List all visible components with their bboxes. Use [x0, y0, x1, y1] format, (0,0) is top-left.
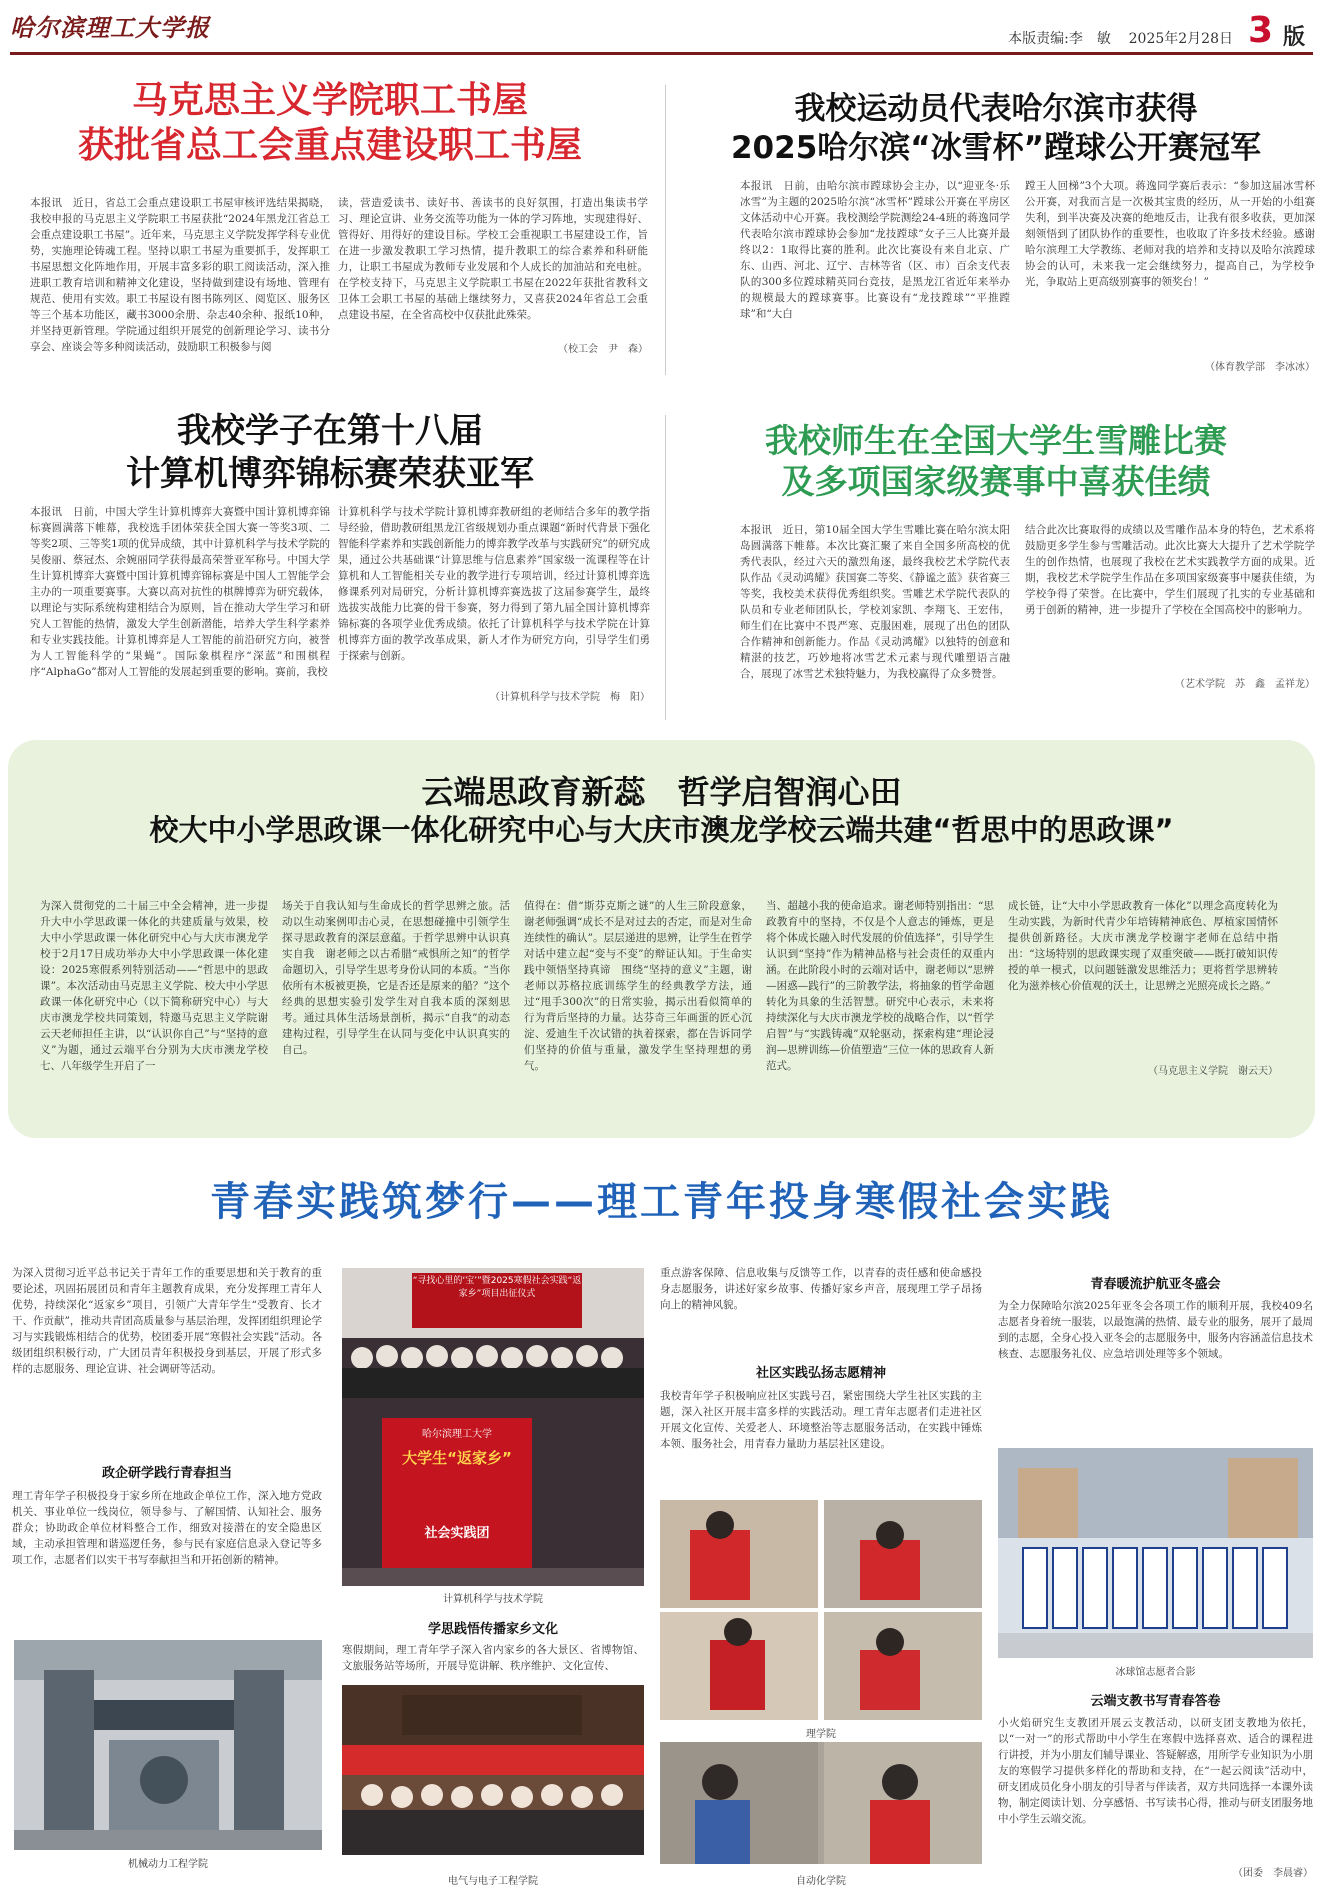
caption-machinery: 机械动力工程学院	[128, 1859, 208, 1870]
article1-col1: 本报讯 近日，省总工会重点建设职工书屋审核评选结果揭晓，我校申报的马克思主义学院职工书屋获批“2024年黑龙江省总工会重点建设职工书屋”。近年来，马克思主义学院发挥学科专业优势，实施理论铸魂工程。坚持以职工书屋为重要抓手，发挥职工书屋思想文化阵地作用，开展丰富多彩的职工阅读活动，深入推进职工教育培训和精神文化建设，坚持做到建设有场地、管理有规范、使用有实效。职工书屋设有图书陈列区、阅览区、服务区等三个基本功能区，藏书3000余册、杂志40余种、报纸10种，并坚持更新管理。学院通过组织开展党的创新理论学习、读书分享会、座谈会等多种阅读活动，鼓励职工积极参与阅	[30, 197, 330, 353]
divider-mid	[665, 415, 666, 720]
caption-science: 理学院	[806, 1729, 836, 1740]
machinery-photo-svg	[14, 1640, 322, 1850]
page-number: 3	[1247, 10, 1273, 51]
article4-col2: 结合此次比赛取得的成绩以及雪雕作品本身的特色，艺术系将鼓励更多学生参与雪雕活动。此次比赛大大提升了艺术学院学生的创作热情，也展现了我校在艺术实践教学方面的成果。近期，我校艺术学院学生作品在多项国家级赛事中屡获佳绩，为学校争得了荣誉。在比赛中，学生们展现了扎实的专业基础和勇于创新的精神，进一步提升了学校在全国高校中的影响力。	[1025, 524, 1315, 616]
article1-title	[10, 78, 650, 168]
caption-cs: 计算机科学与技术学院	[443, 1594, 543, 1605]
caption-ee: 电气与电子工程学院	[448, 1876, 538, 1887]
article1-title-line2: 获批省总工会重点建设职工书屋	[77, 124, 582, 166]
practice-banner: 青春实践筑梦行——理工青年投身寒假社会实践	[210, 1179, 1113, 1225]
article4-byline: （艺术学院 苏 鑫 孟祥龙）	[1175, 679, 1315, 690]
practice-sub5: 云端支教书写青春答卷	[1090, 1694, 1221, 1709]
group-banner-main: 大学生“返家乡”	[402, 1449, 512, 1467]
practice-sub3: 社区实践弘扬志愿精神	[755, 1366, 886, 1381]
practice-sub2: 学思践悟传播家乡文化	[427, 1622, 558, 1637]
photo-elderly	[660, 1742, 982, 1864]
article3-title-line2: 计算机博弈锦标赛荣获亚军	[126, 453, 534, 494]
museum-photo-svg	[342, 1685, 644, 1855]
article3-title	[10, 410, 650, 495]
article3-col1: 本报讯 日前，中国大学生计算机博弈大赛暨中国计算机博弈锦标赛圆满落下帷幕，我校选手团体荣获全国大赛一等奖3项、二等奖2项、三等奖1项的优异成绩，其中计算机科学与技术学院的吴俊丽、蔡冠杰、余婉丽同学获得最高荣誉亚军称号。中国大学生计算机博弈大赛暨中国计算机博弈锦标赛是中国人工智能学会主办的一项重要赛事。大赛以高对抗性的棋牌博弈为研究载体，以理论与实际系统构建相结合为原则，旨在推动大学生学习和研究人工智能的热情，激发大学生创新潜能，培养大学生科学素养和专业实践技能。计算机博弈是人工智能的前沿研究方向，被誉为人工智能科学的“果蝇”。国际象棋程序“深蓝”和围棋程序“AlphaGo”都对人工智能的发展起到重要的影响。赛前，我校	[30, 506, 330, 678]
article2-col1: 本报讯 日前，由哈尔滨市蹚球协会主办，以“迎亚冬·乐冰雪”为主题的2025哈尔滨“冰雪杯”蹚球公开赛在平房区文体活动中心开赛。我校测绘学院测绘24-4班的蒋逸同学代表哈尔滨市蹚球协会参加“龙技蹚球”女子三人比赛并最终以2：1取得比赛的胜利。此次比赛设有来自北京、广东、山西、河北、辽宁、吉林等省（区、市）百余支代表队的300多位蹚球精英同台竞技，是黑龙江省近年来举办的规模最大的蹚球赛事。比赛设有“龙技蹚球”“平推蹚球”和“大白	[740, 180, 1010, 320]
photo-community-grid	[660, 1500, 982, 1720]
group-banner-heading: “寻找心里的‘宝’”暨2025寒假社会实践“返家乡”项目出征仪式	[412, 1276, 582, 1299]
volunteers-photo-svg	[998, 1448, 1313, 1658]
article2-byline: （体育教学部 李冰冰）	[1205, 362, 1315, 373]
article2-title-line1: 我校运动员代表哈尔滨市获得	[794, 91, 1198, 127]
practice-byline: （团委 李晨睿）	[1233, 1868, 1313, 1879]
practice-sub1-text: 理工青年学子积极投身于家乡所在地政企单位工作，深入地方党政机关、事业单位一线岗位，领导参与、了解国情、认知社会、服务群众；协助政企单位材料整合工作，细致对接潜在的安全隐患区域，主动承担管理和谐巡逻任务，参与民有家庭信息录入登记等多项工作，志愿者们以实干书写奉献担当和开拓创新的精神。	[12, 1490, 322, 1566]
feature-byline: （马克思主义学院 谢云天）	[1148, 1066, 1278, 1077]
feature-title	[20, 772, 1303, 848]
article4-title-line2: 及多项国家级赛事中喜获佳绩	[781, 462, 1211, 502]
editor: 本版责编:李 敏	[1008, 31, 1111, 47]
feature-col4: 当、超越小我的使命追求。谢老师特别指出：“思政教育中的坚持，不仅是个人意志的锤炼，更是将个体成长融入时代发展的价值选择”，引导学生认识到“坚持”作为精神品格与社会责任的双重内涵。在此阶段小时的云端对话中，谢老师以“思辨—困惑—践行”的三阶教学法，将抽象的哲学命题转化为具象的生活智慧。研究中心表示，未来将持续深化与大庆市澳龙学校的战略合作，以“哲学启智”与“实践铸魂”双轮驱动，探索构建“理论浸润—思辨训练—价值塑造”三位一体的思政育人新范式。	[766, 900, 994, 1072]
top-rule	[10, 52, 1313, 55]
practice-sub3-text: 我校青年学子积极响应社区实践号召，紧密围绕大学生社区实践的主题，深入社区开展丰富多样的实践活动。理工青年志愿者们走进社区开展文化宣传、关爱老人、环境整治等志愿服务活动，在实践中锤炼本领、服务社会，用青春力量助力基层社区建设。	[660, 1390, 982, 1450]
photo-machinery	[14, 1640, 322, 1850]
feature-col1: 为深入贯彻党的二十届三中全会精神，进一步提升大中小学思政课一体化的共建质量与效果，校大中小学思政课一体化研究中心与大庆市澳龙学校于2月17日成功举办大中小学思政课一体化建设：2025寒假系列特别活动——“哲思中的思政课”。本次活动由马克思主义学院、校大中小学思政课一体化研究中心（以下简称研究中心）与大庆市澳龙学校共同策划，特邀马克思主义学院谢云天老师担任主讲，以“认识你自己”与“坚持的意义”为题，通过云端平台分别为大庆市澳龙学校七、八年级学生开启了一	[40, 900, 268, 1072]
practice-sub4: 青春暖流护航亚冬盛会	[1090, 1277, 1221, 1292]
community-grid-svg	[660, 1500, 982, 1720]
editor-date	[1008, 28, 1233, 48]
practice-col2-top: 重点游客保障、信息收集与反馈等工作，以青春的责任感和使命感投身志愿服务，讲述好家乡故事、传播好家乡声音，展现理工学子昂扬向上的精神风貌。	[660, 1267, 982, 1311]
date: 2025年2月28日	[1128, 31, 1233, 47]
photo-museum	[342, 1685, 644, 1855]
elderly-photo-svg	[660, 1742, 982, 1864]
divider-top	[665, 85, 666, 375]
group-banner-team: 社会实践团	[424, 1526, 490, 1541]
feature-title-line2: 校大中小学思政课一体化研究中心与大庆市澳龙学校云端共建“哲思中的思政课”	[149, 813, 1174, 847]
practice-sub4-text: 为全力保障哈尔滨2025年亚冬会各项工作的顺利开展，我校409名志愿者身着统一服装，以最饱满的热情、最专业的服务，展开了最周到的志愿，全身心投入亚冬会的志愿服务中，服务内容涵盖信息技术核查、志愿服务礼仪、应急培训处理等多个领域。	[998, 1300, 1313, 1360]
group-banner-school: 哈尔滨理工大学	[422, 1429, 492, 1440]
article1-col2: 读，营造爱读书、读好书、善读书的良好氛围，打造出集读书学习、理论宣讲、业务交流等功能为一体的学习阵地，实现建得好、管得好、用得好的建设目标。学校工会重视职工书屋建设工作，旨在进一步激发教职工学习热情，提升教职工的综合素养和科研能力，让职工书屋成为教师专业发展和个人成长的加油站和充电桩。在学校支持下，马克思主义学院职工书屋在2022年获批省教科文卫体工会职工书屋的基础上继续努力，又喜获2024年省总工会重点建设书屋，在全省高校中仅获批此殊荣。	[338, 197, 648, 321]
article3-byline: （计算机科学与技术学院 梅 阳）	[490, 692, 650, 703]
article3-col2: 计算机科学与技术学院计算机博弈教研组的老师结合多年的教学指导经验，借助教研组黑龙江省级规划办重点课题“新时代背景下强化智能科学素养和实践创新能力的博弈教学改革与实践研究”的研究成果，通过公共基础课“计算思维与信息素养”国家级一流课程等在计算机和人工智能相关专业的教学进行专项培训，经过计算机博弈选修课系列对局研究，分析计算机博弈赛选拔了这届参赛学生，最终选拔实战能力比赛的骨干参赛，努力得到了第九届全国计算机博弈锦标赛的各项学业优秀成绩。依托了计算机科学与技术学院在计算机博弈方面的教学改革成果，新人才作为研究方向，引导学生们勇于探索与创新。	[338, 506, 650, 662]
feature-col2: 场关于自我认知与生命成长的哲学思辨之旅。活动以生动案例叩击心灵，在思想碰撞中引领学生探寻思政教育的深层意蕴。于哲学思辨中认识真实自我 谢老师之以古希腊“戒惧所之知”的哲学命题切入，引导学生思考身份认同的本质。“当你依所有木板被更换，它是否还是原来的船？”这个经典的思想实验引发学生对自我本质的深刻思考。通过具体生活场景剖析，揭示“自我”的动态建构过程，引导学生在认同与变化中认识真实的自己。	[282, 900, 510, 1056]
photo-volunteers	[998, 1448, 1313, 1658]
article4-title-line1: 我校师生在全国大学生雪雕比赛	[765, 421, 1227, 460]
article2-col2: 蹚王人回梯”3个大项。蒋逸同学赛后表示：“参加这届冰雪杯公开赛，对我而言是一次极其宝贵的经历，从一开始的小组赛失利，到半决赛及决赛的绝地反击，让我有很多收获，更加深刻领悟到了团队协作的重要性，也收取了许多技术经验。感谢哈尔滨理工大学教练、老师对我的培养和支持以及哈尔滨蹚球协会的认可，未来我一定会继续努力，提高自己，为学校争光，争取站上更高级别赛事的领奖台！”	[1025, 180, 1315, 288]
caption-automation: 自动化学院	[796, 1876, 846, 1887]
feature-title-line1: 云端思政育新蕊 哲学启智润心田	[421, 773, 902, 811]
article2-title	[680, 90, 1312, 168]
feature-col3: 值得在：借“斯芬克斯之谜”的人生三阶段意象，谢老师强调“成长不是对过去的否定，而是对生命连续性的确认”。层层递进的思辨，让学生在哲学对话中建立起“变与不变”的辩证认知。于生命实践中领悟坚持真谛 围绕“坚持的意义”主题，谢老师以苏格拉底训练学生的经典教学方法，通过“甩手300次”的日常实验，揭示出看似简单的行为背后坚持的力量。达芬奇三年画蛋的匠心沉淀、爱迪生千次试错的执着探索，都在告诉同学们坚持的价值与重量，激发学生坚持理想的勇气。	[524, 900, 752, 1072]
practice-sub5-text: 小火焰研究生支教团开展云支教活动，以研支团支教地为依托，以“一对一”的形式帮助中小学生在寒假中选择喜欢、适合的课程进行讲授，并为小朋友们辅导课业、答疑解惑，用所学专业知识为小朋友的寒假学习提供多样化的帮助和支持，在“一起云阅读”活动中，研支团成员化身小朋友的引导者与伴读者，双方共同选择一本课外读物，制定阅读计划、分享感悟、书写读书心得，推动与研支团服务地中小学生云端交流。	[998, 1717, 1313, 1825]
practice-sub1: 政企研学践行青春担当	[101, 1466, 232, 1481]
practice-sub2-text: 寒假期间，理工青年学子深入省内家乡的各大景区、省博物馆、文旅服务站等场所，开展导览讲解、秩序维护、文化宣传、	[342, 1644, 644, 1672]
article1-byline: （校工会 尹 森）	[558, 344, 648, 355]
article4-title	[680, 420, 1312, 503]
article3-title-line1: 我校学子在第十八届	[177, 411, 483, 451]
page-unit: 版	[1282, 24, 1305, 50]
masthead: 哈尔滨理工大学报	[10, 13, 210, 42]
article4-col1: 本报讯 近日，第10届全国大学生雪雕比赛在哈尔滨太阳岛圆满落下帷幕。本次比赛汇聚了来自全国多所高校的优秀代表队，经过六天的激烈角逐，最终我校艺术学院代表队作品《灵动鸿耀》获国赛二等奖、《静谧之蓝》获省赛三等奖，我校美术获得优秀组织奖。雪雕艺术学院代表队的队员和专业老师团队长，学校刘家凯、李翔飞、王宏伟，师生们在比赛中不畏严寒、克服困难，展现了出色的团队合作精神和创新能力。作品《灵动鸿耀》以独特的创意和精湛的技艺，巧妙地将冰雪艺术元素与现代雕塑语言融合，展现了冰雪艺术独特魅力，为我校赢得了众多赞誉。	[740, 524, 1010, 680]
article1-title-line1: 马克思主义学院职工书屋	[131, 79, 528, 121]
feature-col5: 成长链，让“大中小学思政教育一体化”以理念高度转化为生动实践，为新时代青少年培铸精神底色、厚植家国情怀提供创新路径。大庆市澳龙学校谢宇老师在总结中指出：“这场特别的思政课实现了双重突破——既打破知识传授的单一模式，以问题链激发思维活力；更将哲学思辨转化为滋养核心价值观的沃土，让思辨之光照亮成长之路。”	[1008, 900, 1278, 992]
article2-title-line2: 2025哈尔滨“冰雪杯”蹚球公开赛冠军	[730, 129, 1262, 166]
practice-intro: 为深入贯彻习近平总书记关于青年工作的重要思想和关于教育的重要论述，巩固拓展团员和青年主题教育成果，充分发挥理工青年人优势，持续深化“返家乡”项目，引领广大青年学生“受教育、长才干、作贡献”，推动共青团高质量参与基层治理，发挥团组织理论学习与实践锻炼相结合的优势，校团委开展“寒假社会实践”活动。各级团组织积极行动，广大团员青年积极投身到基层，开展了形式多样的志愿服务、理论宣讲、社会调研等活动。	[12, 1267, 322, 1375]
caption-volunteers: 冰球馆志愿者合影	[1115, 1667, 1196, 1678]
